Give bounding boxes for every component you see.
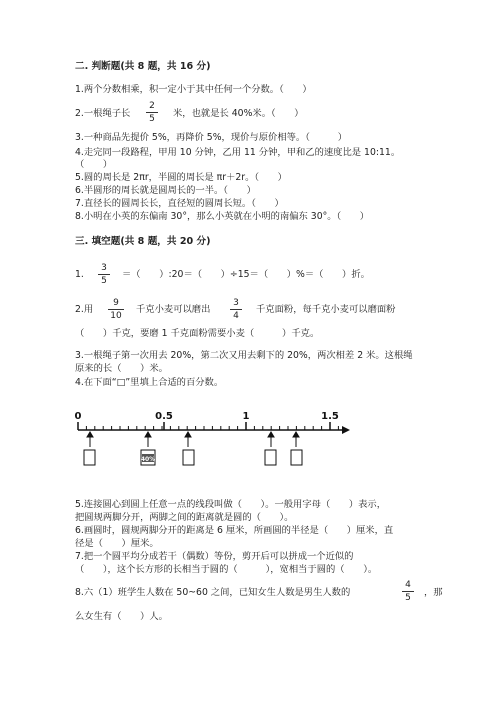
fill-question-8-part-a: 8.六（1）班学生人数在 50~60 之间，已知女生人数是男生人数的: [75, 587, 351, 598]
fill-question-7-line-2: （ ），这个长方形的长相当于圆的（ ），宽相当于圆的（ ）。: [75, 564, 378, 575]
question-4-line-2: （ ）: [75, 159, 113, 170]
question-7: 7.直径长的圆周长长，直径短的圆周长短。（ ）: [75, 198, 284, 209]
fraction-3-5: [98, 263, 110, 286]
fill-question-2-part-b: 千克小麦可以磨出: [136, 304, 211, 315]
pointer-arrowhead-2: [145, 432, 151, 437]
fraction-denominator: 10: [110, 311, 122, 321]
fill-question-1-label: 1.: [75, 269, 84, 280]
pointer-arrows: [87, 432, 299, 447]
section-title-fill-blank: 三. 填空题(共 8 题，共 20 分): [75, 236, 211, 247]
fraction-bar: [402, 591, 414, 592]
fraction-denominator: 4: [233, 311, 239, 321]
fill-question-2-line-2: （ ）千克，要磨 1 千克面粉需要小麦（ ）千克。: [75, 328, 320, 339]
pointer-arrowhead-3: [185, 432, 191, 437]
question-3: 3.一种商品先提价 5%，再降价 5%，现价与原价相等。（ ）: [75, 132, 348, 143]
fraction-denominator: 5: [405, 593, 411, 603]
question-6: 6.半圆形的周长就是圆周长的一半。（ ）: [75, 185, 256, 196]
fraction-denominator: 5: [101, 276, 107, 286]
fraction-numerator: 3: [233, 298, 239, 308]
fraction-2-5: [146, 101, 158, 124]
fraction-bar: [146, 112, 158, 113]
fill-question-1-text: ＝（ ）:20＝（ ）÷15＝（ ）%＝（ ）折。: [122, 269, 370, 280]
example-box-text: 40%: [140, 456, 156, 463]
answer-box-5[interactable]: [291, 450, 302, 465]
fill-question-7-line-1: 7.把一个圆平均分成若干（偶数）等份，剪开后可以拼成一个近似的: [75, 551, 354, 562]
question-5: 5.圆的周长是 2πr，半圆的周长是 πr＋2r。（ ）: [75, 172, 287, 183]
fill-question-5-line-1: 5.连接圆心到圆上任意一点的线段叫做（ ）。一般用字母（ ）表示，: [75, 499, 387, 510]
fill-question-6-line-2: 径是（ ）厘米。: [75, 538, 159, 549]
question-8: 8.小明在小英的东偏南 30°，那么小英就在小明的南偏东 30°。（ ）: [75, 211, 370, 222]
fill-question-5-line-2: 把圆规两脚分开，两脚之间的距离就是圆的（ ）。: [75, 512, 294, 523]
fraction-bar: [108, 309, 124, 310]
pointer-arrowhead-4: [268, 432, 274, 437]
fill-question-8-line-2: 么女生有（ ）人。: [75, 611, 168, 622]
answer-box-3[interactable]: [183, 450, 194, 465]
fraction-numerator: 2: [149, 101, 155, 111]
question-2-part-a: 2.一根绳子长: [75, 108, 131, 119]
fill-question-6-line-1: 6.画圆时，圆规两脚分开的距离是 6 厘米，所画圆的半径是（ ）厘米，直: [75, 525, 394, 536]
fraction-numerator: 3: [101, 263, 107, 273]
question-4-line-1: 4.走完同一段路程，甲用 10 分钟，乙用 11 分钟，甲和乙的速度比是 10:11。: [75, 147, 401, 158]
tick-label-0-5: 0.5: [155, 411, 173, 422]
fraction-numerator: 4: [405, 580, 411, 590]
fraction-4-5: [402, 580, 414, 603]
fraction-bar: [230, 309, 242, 310]
answer-box-4[interactable]: [265, 450, 276, 465]
fill-question-8-part-b: ，那: [424, 587, 443, 598]
tick-label-1: 1: [242, 411, 250, 422]
fill-question-4: 4.在下面“□”里填上合适的百分数。: [75, 377, 224, 388]
fraction-9-10: [108, 298, 124, 321]
question-2-part-b: 米，也就是长 40%米。（ ）: [173, 108, 304, 119]
tick-label-0: 0: [74, 411, 82, 422]
number-line-arrowhead: [342, 426, 350, 434]
tick-label-1-5: 1.5: [321, 411, 339, 422]
fill-question-3-line-1: 3.一根绳子第一次用去 20%，第二次又用去剩下的 20%，两次相差 2 米。这根绳: [75, 350, 413, 361]
answer-box-1[interactable]: [84, 450, 95, 465]
fraction-numerator: 9: [113, 298, 119, 308]
fill-question-3-line-2: 原来的长（ ）米。: [75, 363, 168, 374]
section-title-judgement: 二. 判断题(共 8 题，共 16 分): [75, 61, 211, 72]
fraction-bar: [98, 274, 110, 275]
fraction-denominator: 5: [149, 114, 155, 124]
fraction-3-4: [230, 298, 242, 321]
pointer-arrowhead-1: [87, 432, 93, 437]
question-1: 1.两个分数相乘，积一定小于其中任何一个分数。（ ）: [75, 84, 312, 95]
fill-question-2-part-c: 千克面粉，每千克小麦可以磨面粉: [256, 304, 396, 315]
number-line-diagram: [70, 405, 360, 473]
pointer-arrowhead-5: [293, 432, 299, 437]
fill-question-2-part-a: 2.用: [75, 304, 94, 315]
